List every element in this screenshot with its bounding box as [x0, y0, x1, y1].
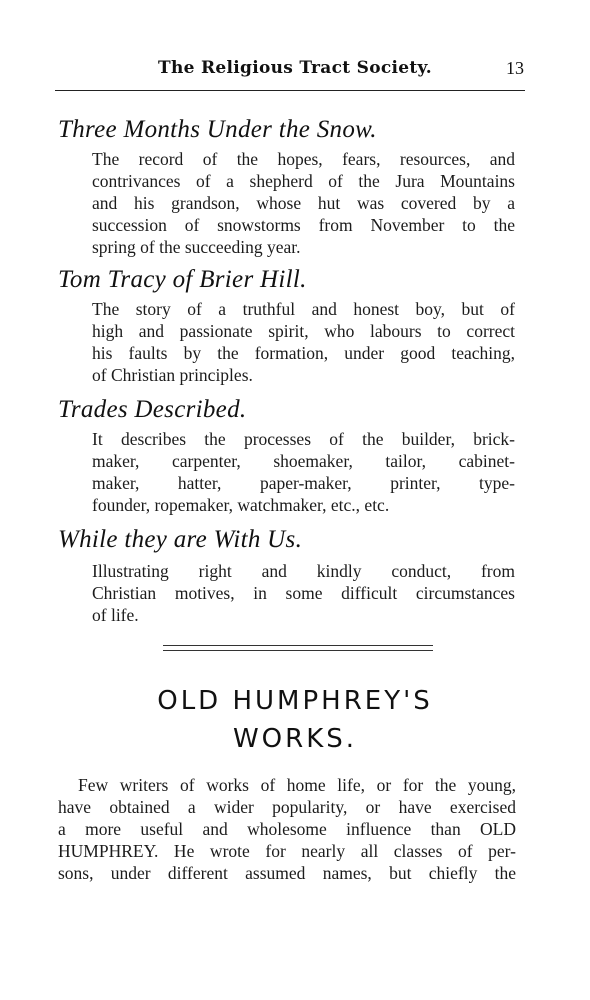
- entry-text-line: his faults by the formation, under good teaching,: [92, 343, 515, 363]
- entry-title: Tom Tracy of Brier Hill.: [58, 266, 307, 293]
- entry-title: Trades Described.: [58, 396, 247, 423]
- entry-text-line: Illustrating right and kindly conduct, from: [92, 561, 515, 581]
- entry-text-line: succession of snowstorms from November to the: [92, 215, 515, 235]
- body-text-line: Few writers of works of home life, or for the young,: [78, 775, 516, 795]
- entry-title: While they are With Us.: [58, 526, 303, 553]
- entry-text-line: contrivances of a shepherd of the Jura Mountains: [92, 171, 515, 191]
- body-text-line: a more useful and wholesome influence than OLD: [58, 819, 516, 839]
- running-title: The Religious Tract Society.: [158, 58, 432, 78]
- header-rule: [55, 90, 525, 91]
- entry-text-line: spring of the succeeding year.: [92, 237, 301, 257]
- entry-text-line: of life.: [92, 605, 139, 625]
- entry-text-line: The story of a truthful and honest boy, but of: [92, 299, 515, 319]
- entry-text-line: high and passionate spirit, who labours to correct: [92, 321, 515, 341]
- body-text-line: HUMPHREY. He wrote for nearly all classes of per-: [58, 841, 516, 861]
- entry-text-line: of Christian principles.: [92, 365, 253, 385]
- body-text-line: have obtained a wider popularity, or have exercised: [58, 797, 516, 817]
- entry-text-line: and his grandson, whose hut was covered by a: [92, 193, 515, 213]
- entry-title: Three Months Under the Snow.: [58, 116, 377, 143]
- divider-rule-top: [163, 645, 433, 646]
- divider-rule-bottom: [163, 650, 433, 651]
- body-text-line: sons, under different assumed names, but chiefly the: [58, 863, 516, 883]
- section-title-line-2: WORKS.: [232, 724, 358, 754]
- entry-text-line: The record of the hopes, fears, resources, and: [92, 149, 515, 169]
- running-head: [60, 58, 530, 88]
- section-title-line-1: OLD HUMPHREY'S: [157, 686, 433, 716]
- page-number: 13: [506, 58, 524, 78]
- entry-text-line: Christian motives, in some difficult circumstances: [92, 583, 515, 603]
- entry-text-line: maker, carpenter, shoemaker, tailor, cabinet-: [92, 451, 515, 471]
- entry-text-line: founder, ropemaker, watchmaker, etc., etc.: [92, 495, 390, 515]
- entry-text-line: It describes the processes of the builder, brick-: [92, 429, 515, 449]
- entry-text-line: maker, hatter, paper-maker, printer, type-: [92, 473, 515, 493]
